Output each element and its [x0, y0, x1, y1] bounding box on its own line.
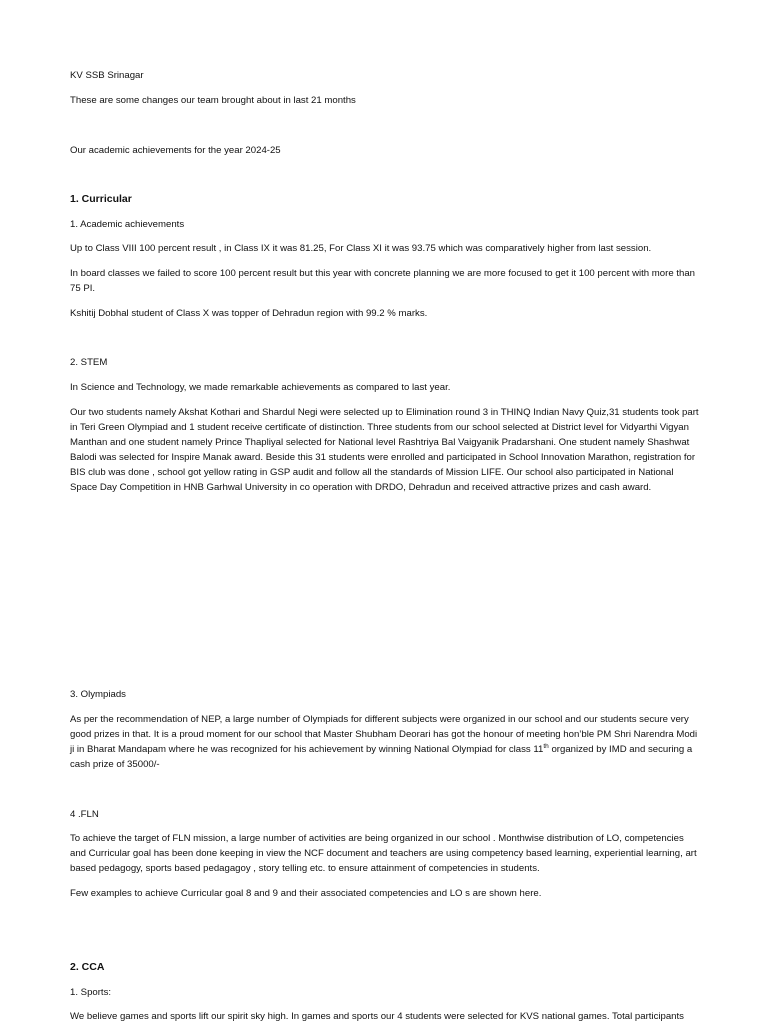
- olympiads-superscript: th: [543, 742, 549, 750]
- intro-line: These are some changes our team brought about in last 21 months: [70, 95, 356, 106]
- olympiads-text-b: organized by IMD and securing a cash prize of 35000/-: [70, 744, 693, 770]
- academic-paragraph-2: In board classes we failed to score 100 percent result but this year with concrete planning we are more focused to get it 100 percent with more than 75 PI.: [70, 268, 696, 294]
- sports-paragraph: We believe games and sports lift our spirit sky high. In games and sports our 4 students were selected for KVS national games. Total participants: [70, 1011, 684, 1022]
- fln-title: 4 .FLN: [70, 809, 99, 820]
- academic-paragraph-3: Kshitij Dobhal student of Class X was topper of Dehradun region with 99.2 % marks.: [70, 308, 428, 319]
- stem-paragraph-1: In Science and Technology, we made remarkable achievements as compared to last year.: [70, 382, 451, 393]
- olympiads-title: 3. Olympiads: [70, 689, 126, 700]
- academic-paragraph-1: Up to Class VIII 100 percent result , in Class IX it was 81.25, For Class XI it was 93.75 which was comparatively higher from last session.: [70, 243, 652, 254]
- achievements-title: Our academic achievements for the year 2024-25: [70, 145, 281, 156]
- school-name: KV SSB Srinagar: [70, 70, 144, 81]
- fln-paragraph-1: To achieve the target of FLN mission, a large number of activities are being organized in our school . Monthwise distribution of LO, competencies and Curricular goal has been done keeping in view the NCF document and teachers are using competency based learning, experiential learning, art based pedagogy, sports based pedagagoy , story telling etc. to ensure attainment of competencies in students.: [70, 833, 697, 874]
- stem-paragraph-2: Our two students namely Akshat Kothari and Shardul Negi were selected up to Elimination round 3 in THINQ Indian Navy Quiz,31 students took part in Teri Green Olympiad and 1 student receive certificate of distinction. Three students from our school selected at District level for Vidyarthi Vigyan Manthan and one student namely Prince Thapliyal selected for National level Rashtriya Bal Vaigyanik Pradarshani. One student namely Shashwat Balodi was selected for Inspire Manak award. Beside this 31 students were enrolled and participated in School Innovation Marathon, registration for BIS club was done , school got yellow rating in GSP audit and follow all the standards of Mission LIFE. Our school also participated in National Space Day Competition in HNB Garhwal University in co operation with DRDO, Dehradun and received attractive prizes and cash award.: [70, 407, 699, 493]
- academic-achievements-title: 1. Academic achievements: [70, 219, 185, 230]
- sports-title: 1. Sports:: [70, 987, 112, 998]
- section-cca-heading: 2. CCA: [70, 961, 105, 973]
- olympiads-text-a: As per the recommendation of NEP, a large number of Olympiads for different subjects were organized in our school and our students secure very good prizes in that. It is a proud moment for our school that Master Shubham Deorari has got the honour of meeting hon’ble PM Shri Narendra Modi ji in Bharat Mandapam where he was recognized for his achievement by winning National Olympiad for class 11: [70, 714, 698, 755]
- fln-paragraph-2: Few examples to achieve Curricular goal 8 and 9 and their associated competencies and LO s are shown here.: [70, 888, 542, 899]
- olympiads-paragraph: [70, 712, 700, 772]
- section-curricular-heading: 1. Curricular: [70, 193, 132, 205]
- stem-title: 2. STEM: [70, 357, 108, 368]
